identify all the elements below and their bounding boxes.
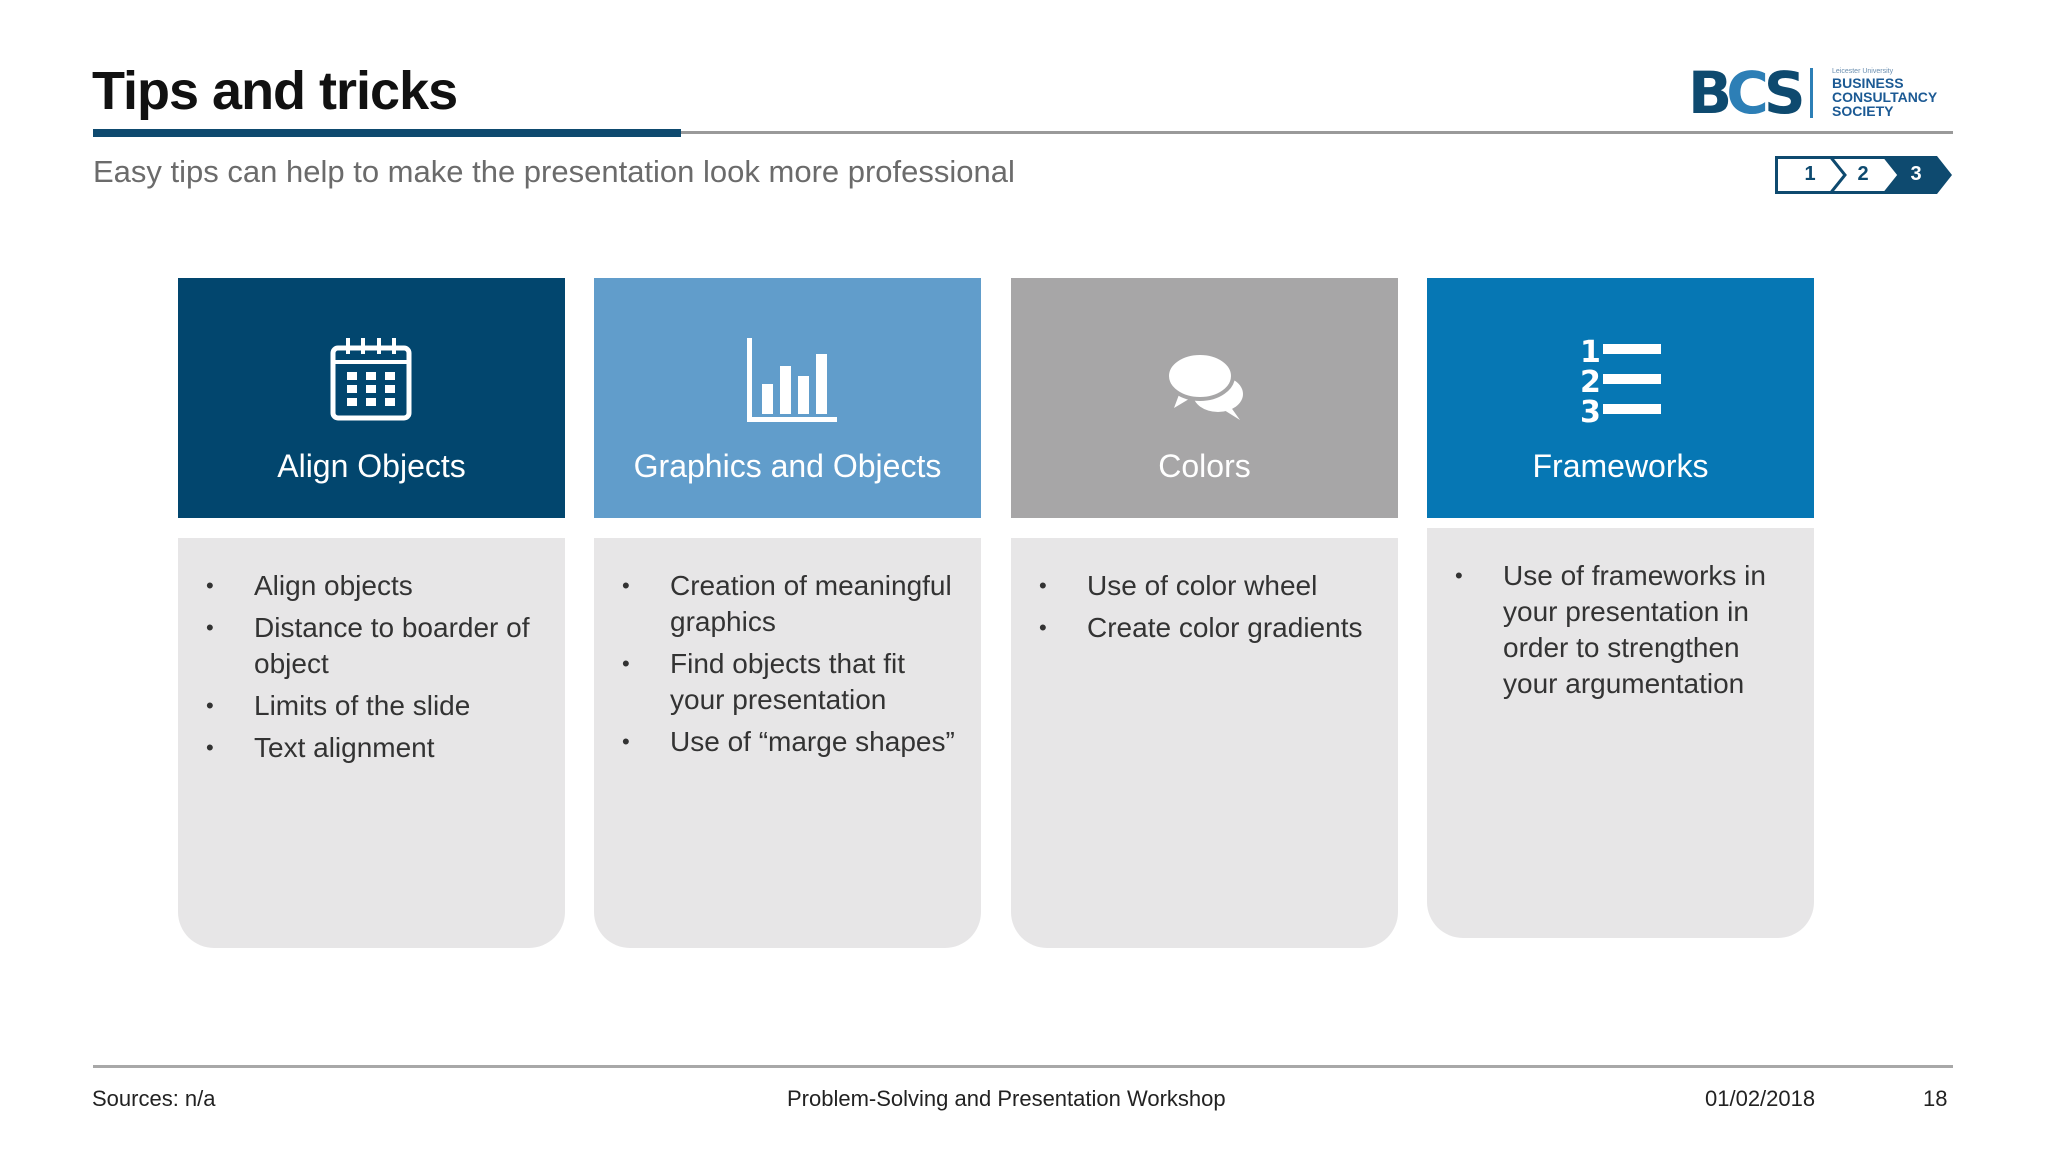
card-header — [594, 278, 981, 518]
numbered-list-icon — [1570, 332, 1670, 432]
card-header — [1427, 278, 1814, 518]
bullet-list — [1455, 558, 1795, 708]
page-number: 18 — [1923, 1086, 1948, 1111]
page-subtitle: Easy tips can help to make the presentation look more professional — [93, 154, 1015, 189]
step-2: 2 — [1857, 163, 1869, 185]
list-item: • Text alignment — [206, 730, 546, 766]
list-item: • Use of “marge shapes” — [622, 724, 962, 760]
bullet-list — [206, 568, 546, 772]
list-item: • Distance to boarder of object — [206, 610, 546, 682]
card-title: Frameworks — [1532, 448, 1709, 484]
title-underline-rule — [681, 131, 1953, 134]
card-body — [178, 538, 565, 948]
logo-divider — [1810, 68, 1813, 118]
step-3-active: 3 — [1910, 163, 1922, 185]
list-item: • Creation of meaningful graphics — [622, 568, 962, 640]
title-underline-accent — [93, 129, 681, 137]
svg-text:2: 2 — [1580, 365, 1601, 400]
page-title: Tips and tricks — [92, 61, 458, 121]
chat-bubbles-icon — [1154, 332, 1254, 432]
card-title: Align Objects — [277, 448, 466, 484]
footer-divider — [93, 1065, 1953, 1068]
bar-chart-icon — [737, 332, 837, 432]
logo-letters: BCS — [1688, 59, 1800, 127]
logo-society-name: BUSINESS CONSULTANCY SOCIETY — [1832, 75, 1938, 119]
list-item: • Use of frameworks in your presentation in order to strengthen your argumentation — [1455, 558, 1795, 702]
bullet-list — [622, 568, 962, 766]
footer-workshop-title: Problem-Solving and Presentation Workshop — [787, 1086, 1226, 1111]
card-title: Colors — [1158, 448, 1251, 484]
card-body — [594, 538, 981, 948]
svg-text:3: 3 — [1580, 395, 1601, 430]
list-item: • Limits of the slide — [206, 688, 546, 724]
logo-university-text: Leicester University — [1832, 68, 1894, 75]
section-stepper — [1775, 156, 1953, 194]
calendar-icon — [321, 332, 421, 432]
list-item: • Find objects that fit your presentation — [622, 646, 962, 718]
svg-text:1: 1 — [1580, 335, 1601, 370]
bcs-logo — [1688, 60, 1958, 130]
card-body — [1011, 538, 1398, 948]
step-1: 1 — [1804, 163, 1816, 185]
card-body — [1427, 528, 1814, 938]
card-title: Graphics and Objects — [633, 448, 942, 484]
card-header — [178, 278, 565, 518]
bullet-list — [1039, 568, 1379, 652]
list-item: • Create color gradients — [1039, 610, 1379, 646]
footer-sources: Sources: n/a — [92, 1086, 216, 1111]
card-header — [1011, 278, 1398, 518]
list-item: • Align objects — [206, 568, 546, 604]
footer-date: 01/02/2018 — [1705, 1086, 1816, 1111]
list-item: • Use of color wheel — [1039, 568, 1379, 604]
